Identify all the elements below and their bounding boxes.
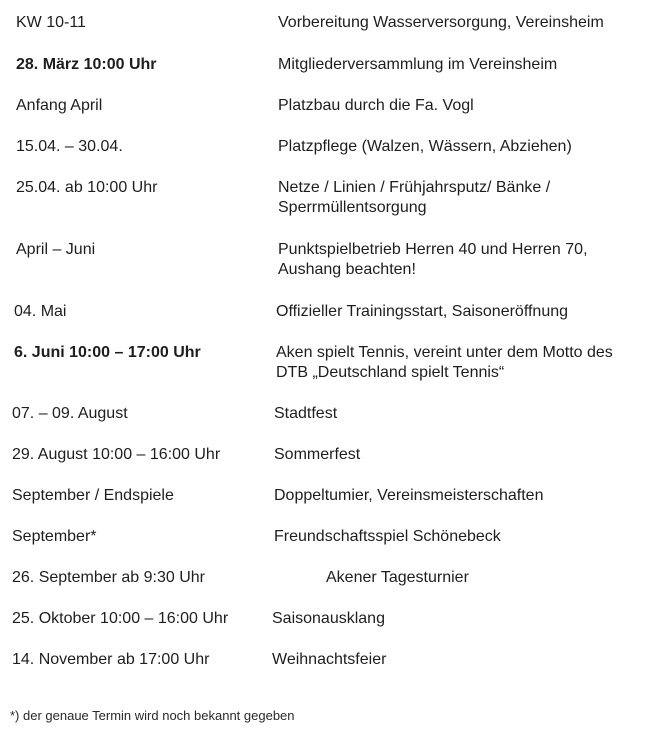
row-date: 04. Mai (14, 303, 67, 320)
row-event (274, 527, 501, 547)
row-event (274, 404, 337, 424)
row-event (272, 650, 386, 670)
row-event-line: Akener Tagesturnier (326, 569, 469, 586)
row-date: September / Endspiele (12, 487, 174, 504)
row-date: 25.04. ab 10:00 Uhr (16, 179, 158, 196)
row-event (272, 609, 385, 629)
row-event-line: Saisonausklang (272, 610, 385, 627)
row-event (278, 96, 474, 116)
row-date: 15.04. – 30.04. (16, 138, 123, 155)
row-event-line: Sommerfest (274, 446, 361, 463)
row-date: 28. März 10:00 Uhr (16, 56, 157, 73)
row-event (326, 568, 469, 588)
row-event (278, 178, 550, 218)
row-date: 07. – 09. August (12, 405, 128, 422)
row-date: 25. Oktober 10:00 – 16:00 Uhr (12, 610, 229, 627)
row-date: September* (12, 528, 97, 545)
row-event-line: Offizieller Trainingsstart, Saisoneröffnung (276, 303, 569, 320)
row-event (274, 486, 543, 506)
row-date: KW 10-11 (16, 14, 86, 31)
row-event (278, 55, 557, 75)
row-event (278, 240, 588, 280)
row-event-line: Doppeltumier, Vereinsmeisterschaften (274, 487, 544, 504)
row-event-line: Aushang beachten! (278, 261, 416, 278)
row-event-line: Stadtfest (274, 405, 338, 422)
row-date: Anfang April (16, 97, 103, 114)
row-event-line: Freundschaftsspiel Schönebeck (274, 528, 501, 545)
row-event (276, 302, 568, 322)
row-event (278, 13, 604, 33)
row-date: April – Juni (16, 241, 96, 258)
row-event-line: Punktspielbetrieb Herren 40 und Herren 70, (278, 241, 588, 258)
footnote: *) der genaue Termin wird noch bekannt gegeben (10, 708, 295, 723)
row-date: 6. Juni 10:00 – 17:00 Uhr (14, 344, 201, 361)
row-event-line: Platzbau durch die Fa. Vogl (278, 97, 474, 114)
row-date: 29. August 10:00 – 16:00 Uhr (12, 446, 221, 463)
row-event-line: Mitgliederversammlung im Vereinsheim (278, 56, 558, 73)
row-event-line: Aken spielt Tennis, vereint unter dem Motto des (276, 344, 613, 361)
row-event (274, 445, 360, 465)
row-event-line: DTB „Deutschland spielt Tennis“ (276, 364, 505, 381)
row-event-line: Vorbereitung Wasserversorgung, Vereinsheim (278, 14, 604, 31)
row-event-line: Platzpflege (Walzen, Wässern, Abziehen) (278, 138, 572, 155)
row-event-line: Sperrmüllentsorgung (278, 199, 427, 216)
row-event-line: Netze / Linien / Frühjahrsputz/ Bänke / (278, 179, 551, 196)
row-event (278, 137, 572, 157)
row-date: 26. September ab 9:30 Uhr (12, 569, 206, 586)
row-date: 14. November ab 17:00 Uhr (12, 651, 210, 668)
row-event (276, 343, 613, 383)
row-event-line: Weihnachtsfeier (272, 651, 387, 668)
